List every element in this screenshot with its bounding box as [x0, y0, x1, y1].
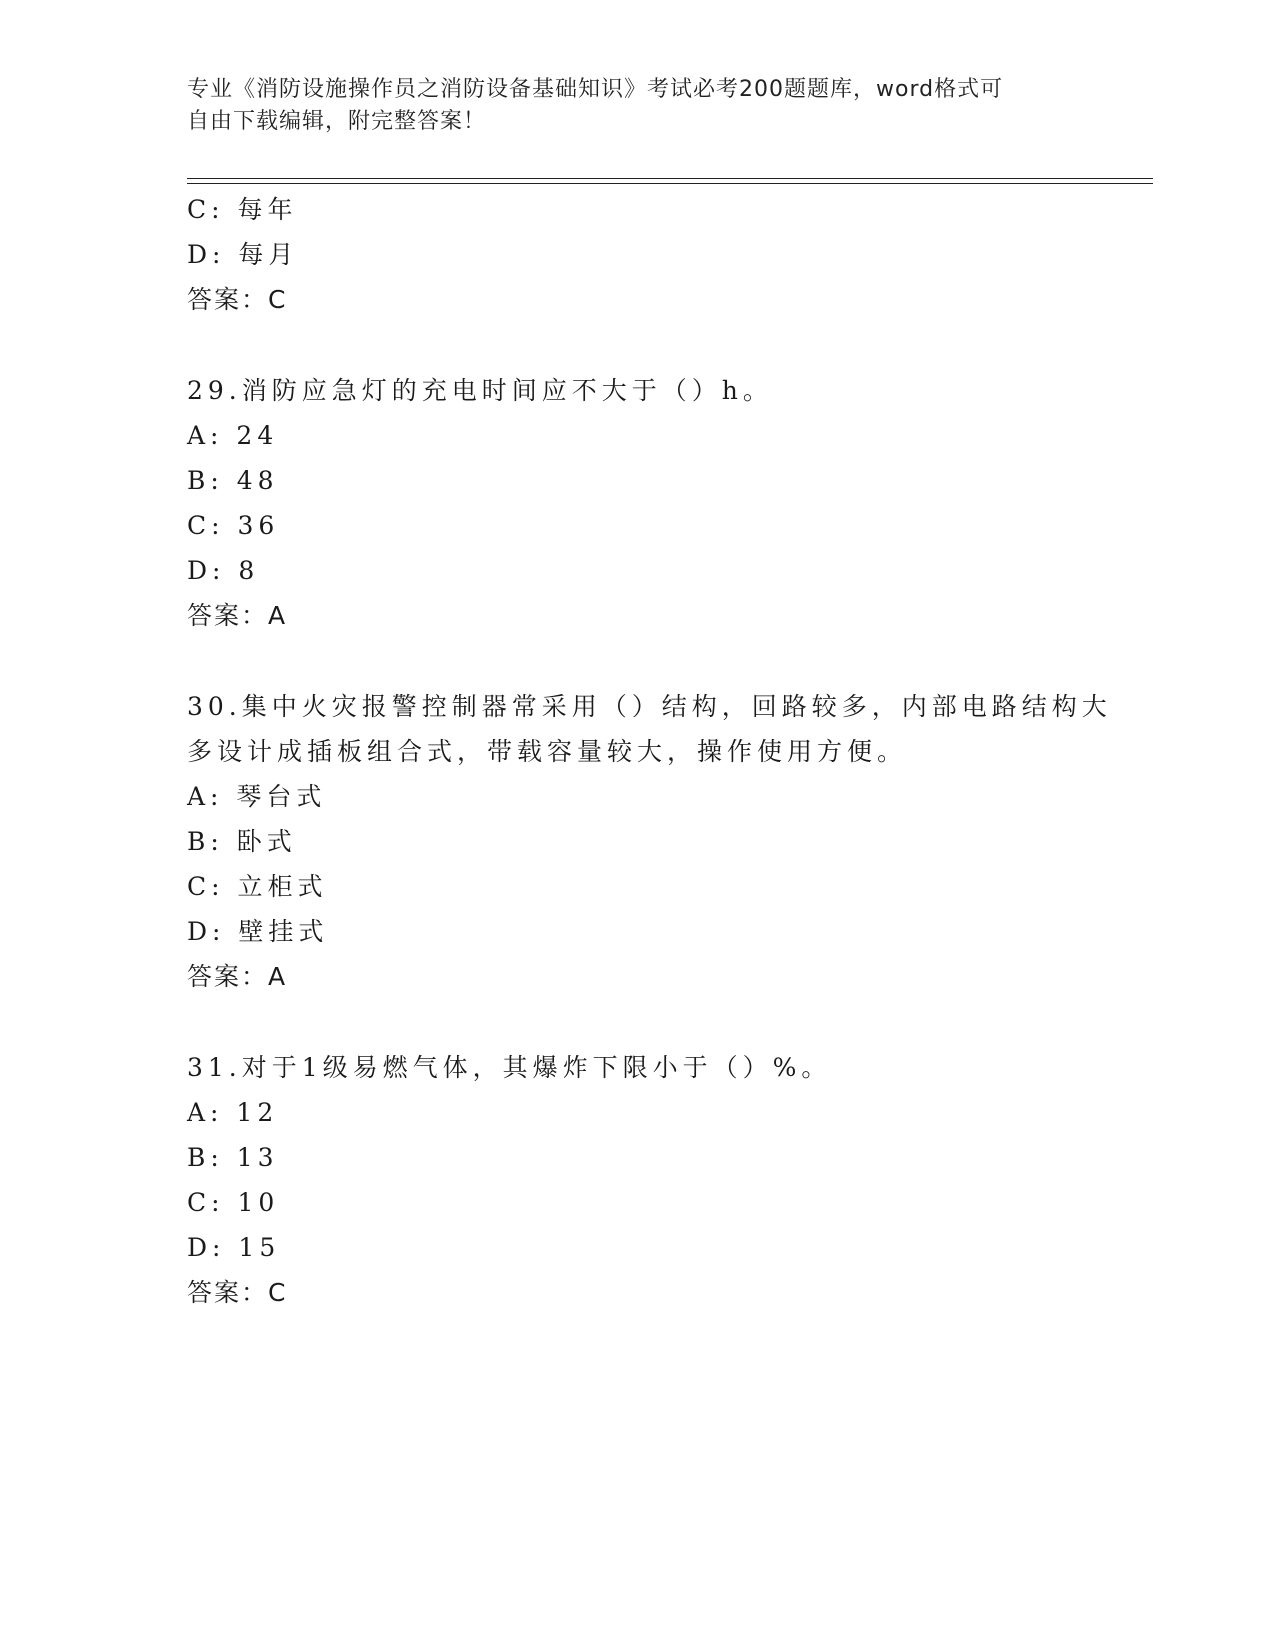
q31-option-b: B: 13: [187, 1143, 279, 1172]
header-line-1: 专业《消防设施操作员之消防设备基础知识》考试必考200题题库，word格式可: [187, 77, 1004, 102]
q30-option-b: B: 卧式: [187, 827, 297, 856]
header-divider-bottom: [187, 183, 1153, 184]
q30-stem-line-1: 30.集中火灾报警控制器常采用（）结构，回路较多，内部电路结构大: [187, 692, 1112, 721]
q31-stem: 31.对于1级易燃气体，其爆炸下限小于（）%。: [187, 1053, 832, 1082]
q29-option-c: C: 36: [187, 511, 280, 540]
prev-answer: 答案：C: [187, 285, 288, 314]
q31-option-a: A: 12: [187, 1098, 279, 1127]
document-header: [187, 74, 1087, 138]
q29-stem: 29.消防应急灯的充电时间应不大于（）h。: [187, 376, 773, 405]
q31-option-d: D: 15: [187, 1233, 281, 1262]
q30-answer: 答案：A: [187, 962, 288, 991]
q30-option-d: D: 壁挂式: [187, 917, 329, 946]
q30-stem-line-2: 多设计成插板组合式，带载容量较大，操作使用方便。: [187, 737, 908, 766]
prev-option-d: D: 每月: [187, 240, 299, 269]
q29-answer: 答案：A: [187, 601, 288, 630]
header-line-2: 自由下载编辑，附完整答案！: [187, 109, 487, 134]
q30-option-c: C: 立柜式: [187, 872, 328, 901]
header-divider-top: [187, 178, 1153, 179]
q29-option-d: D: 8: [187, 556, 260, 585]
q31-answer: 答案：C: [187, 1278, 288, 1307]
prev-option-c: C: 每年: [187, 195, 298, 224]
q29-option-a: A: 24: [187, 421, 279, 450]
q31-option-c: C: 10: [187, 1188, 280, 1217]
q30-option-a: A: 琴台式: [187, 782, 327, 811]
q29-option-b: B: 48: [187, 466, 279, 495]
